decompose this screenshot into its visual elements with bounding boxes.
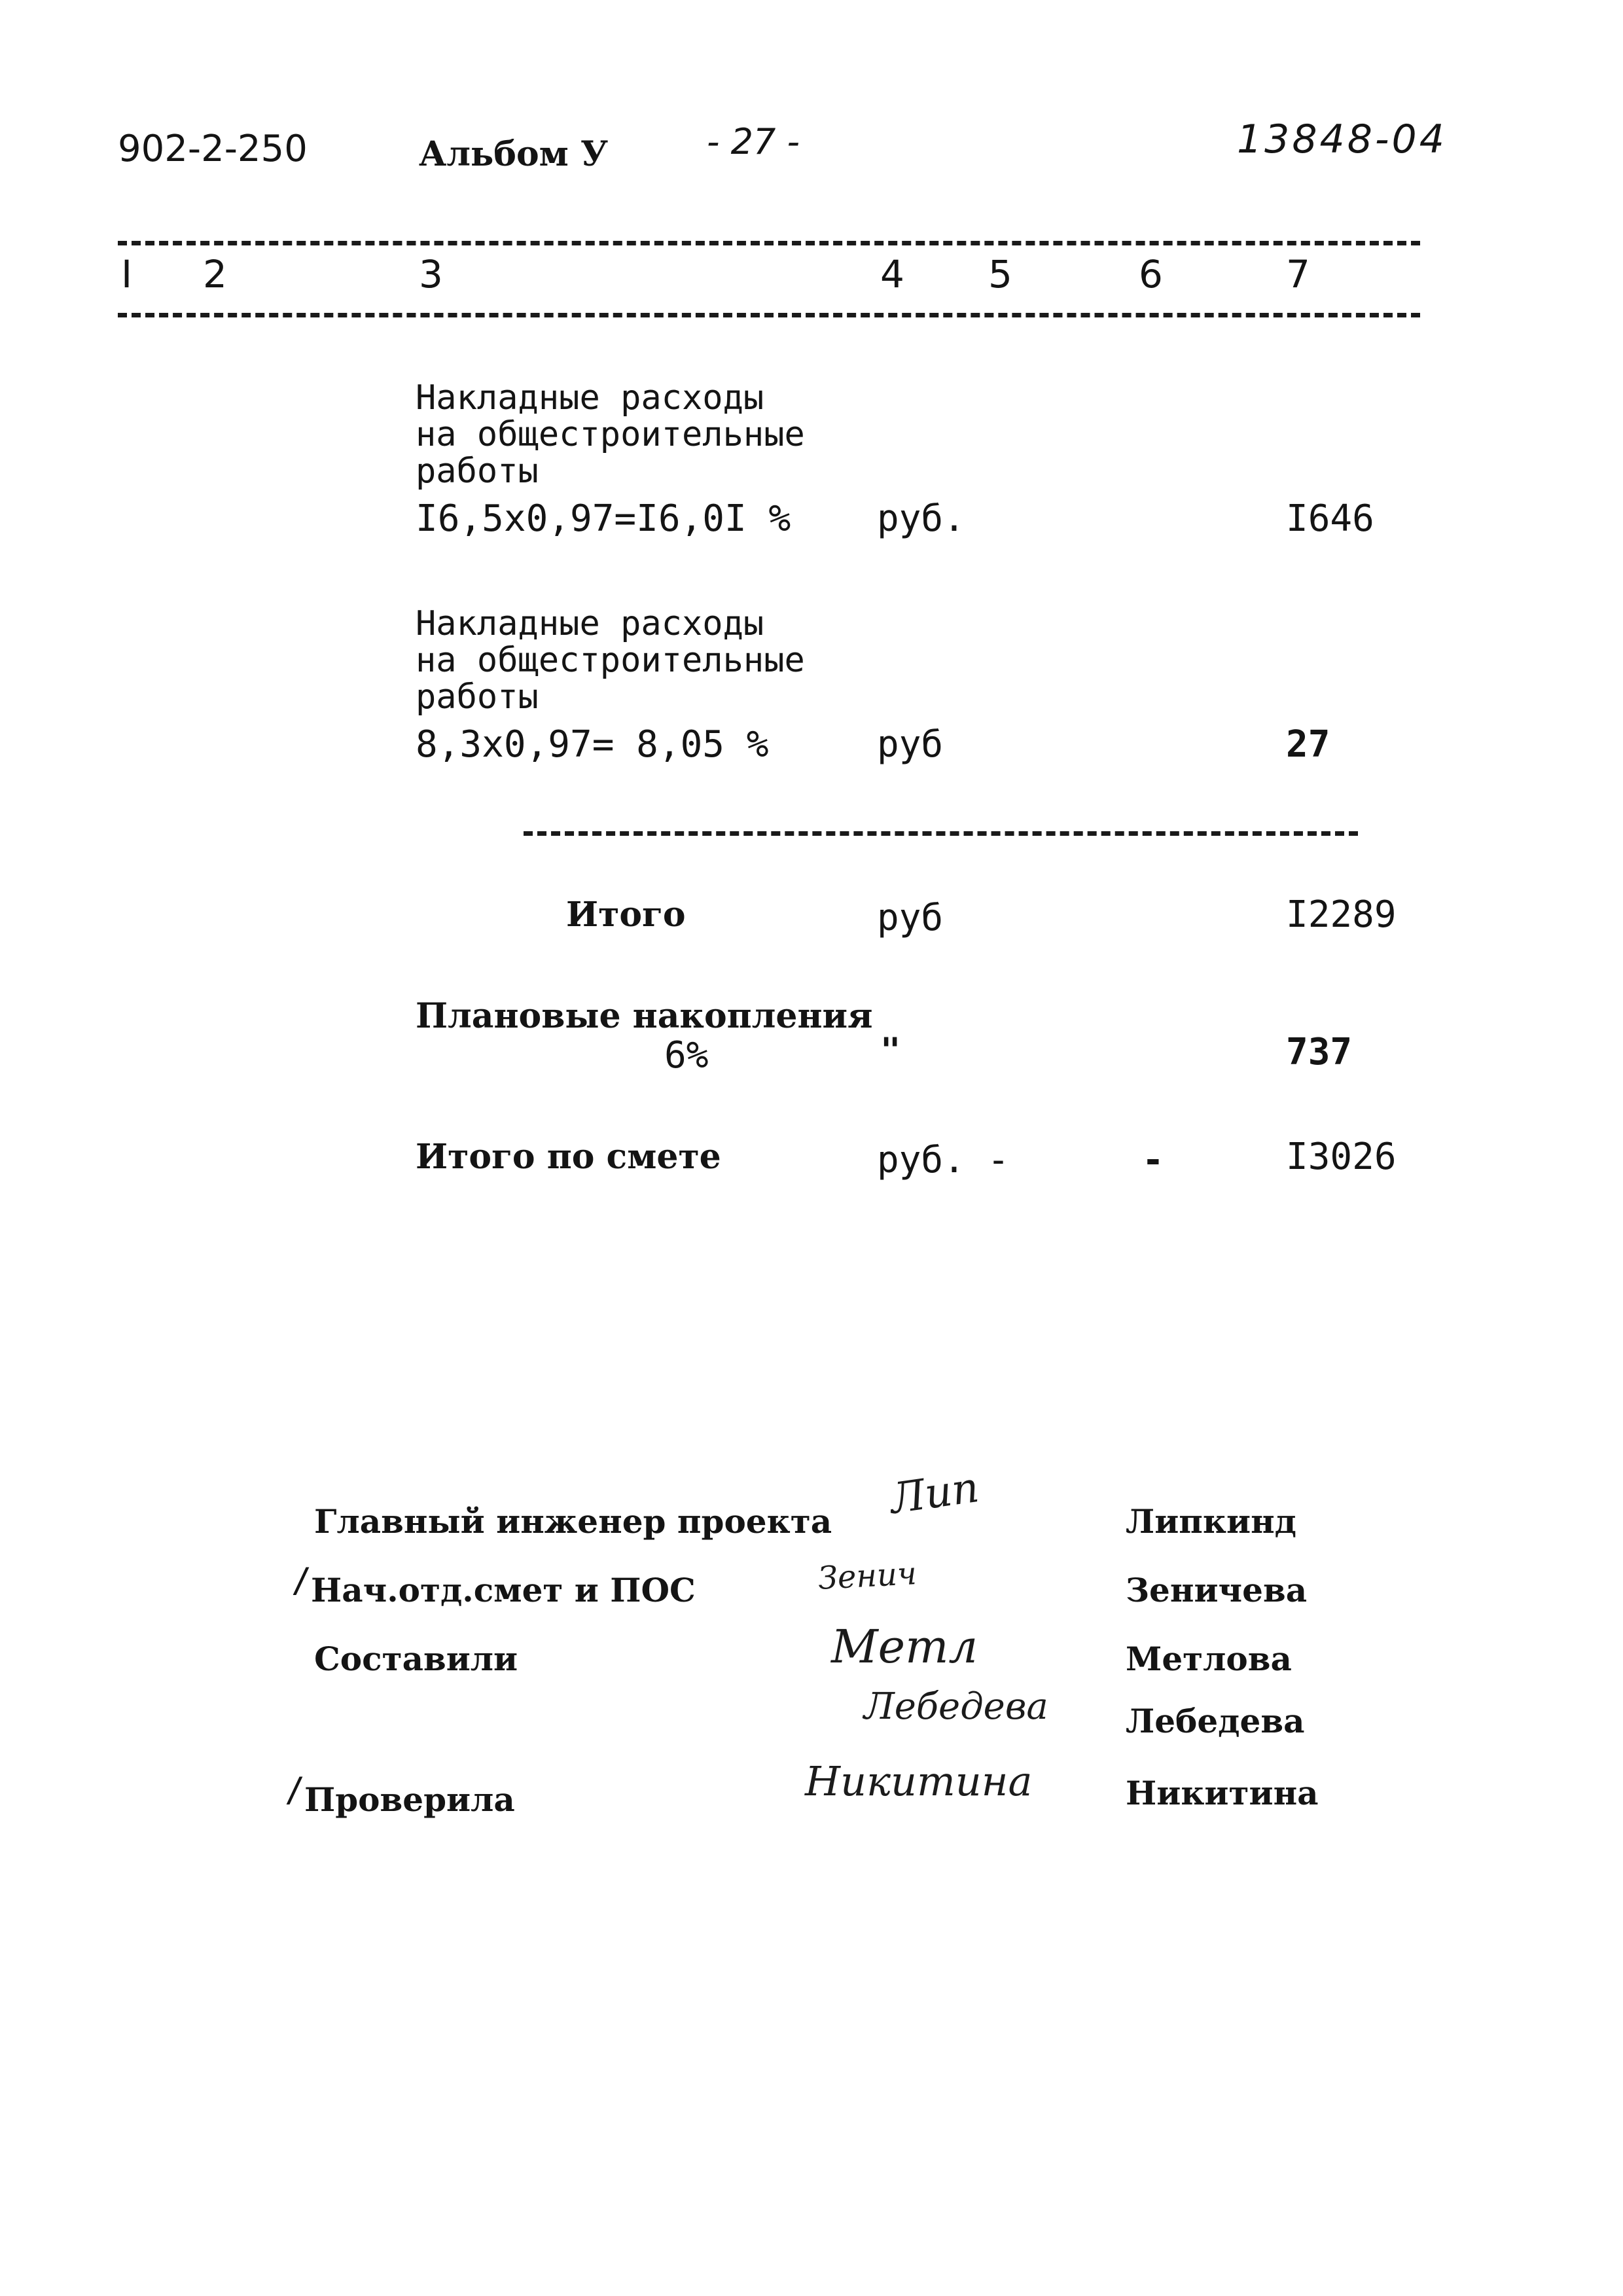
row-1-unit: руб. — [877, 497, 965, 540]
plan-value: 737 — [1286, 1031, 1353, 1073]
inventory-number: 13848-04 — [1237, 117, 1447, 162]
grand-total-dash: - — [1142, 1139, 1164, 1181]
row-2-title-line-1: Накладные расходы — [416, 604, 764, 643]
grand-total-unit: руб. - — [877, 1139, 1010, 1181]
compiler-2-signature: Лебедева — [864, 1685, 1048, 1728]
row-2-formula: 8,3x0,97= 8,05 % — [416, 723, 769, 766]
document-code: 902-2-250 — [118, 128, 308, 170]
column-number-2: 2 — [203, 252, 227, 296]
total-value: I2289 — [1286, 893, 1397, 936]
row-1-formula: I6,5x0,97=I6,0I % — [416, 497, 791, 540]
subtotal-rule — [524, 831, 1358, 836]
row-1-value: I646 — [1286, 497, 1374, 540]
checked-mark: / — [285, 1770, 306, 1810]
total-unit: руб — [877, 897, 944, 939]
compiler-1-name: Метлова — [1126, 1640, 1292, 1678]
compiler-2-name: Лебедева — [1126, 1702, 1305, 1740]
header-rule-bottom — [118, 313, 1420, 317]
row-1-title-line-2: на общестроительные — [416, 415, 805, 454]
column-number-4: 4 — [880, 252, 904, 296]
grand-total-label: Итого по смете — [416, 1137, 721, 1177]
grand-total-value: I3026 — [1286, 1136, 1397, 1178]
checked-by-title: Проверила — [304, 1780, 515, 1819]
compiled-by-title: Составили — [314, 1640, 518, 1678]
department-head-name: Зеничева — [1126, 1571, 1308, 1609]
plan-unit-ditto: " — [880, 1031, 901, 1070]
checker-signature: Никитина — [805, 1757, 1033, 1805]
chief-engineer-title: Главный инженер проекта — [314, 1502, 832, 1541]
column-number-1: I — [121, 252, 133, 296]
head-mark: / — [291, 1561, 312, 1600]
checker-name: Никитина — [1126, 1774, 1319, 1812]
header-rule-top — [118, 241, 1420, 245]
department-head-signature: Зенич — [817, 1555, 918, 1597]
column-number-5: 5 — [988, 252, 1012, 296]
department-head-title: Нач.отд.смет и ПОС — [311, 1571, 696, 1609]
album-label: Альбом У — [419, 134, 609, 174]
row-1-title — [416, 380, 805, 490]
chief-engineer-name: Липкинд — [1126, 1502, 1297, 1541]
column-number-6: 6 — [1139, 252, 1163, 296]
row-2-title — [416, 605, 805, 715]
chief-engineer-signature: Лип — [887, 1463, 982, 1524]
row-1-title-line-3: работы — [416, 452, 539, 491]
column-number-7: 7 — [1286, 252, 1310, 296]
row-1-title-line-1: Накладные расходы — [416, 378, 764, 418]
row-2-title-line-2: на общестроительные — [416, 641, 805, 680]
compiler-1-signature: Метл — [831, 1620, 978, 1674]
row-2-title-line-3: работы — [416, 677, 539, 717]
page-number: - 27 - — [707, 121, 800, 162]
plan-percent: 6% — [664, 1034, 709, 1077]
plan-label: Плановые накопления — [416, 996, 873, 1036]
column-number-3: 3 — [419, 252, 443, 296]
row-2-unit: руб — [877, 723, 944, 766]
total-label: Итого — [566, 895, 686, 935]
row-2-value: 27 — [1286, 723, 1330, 766]
